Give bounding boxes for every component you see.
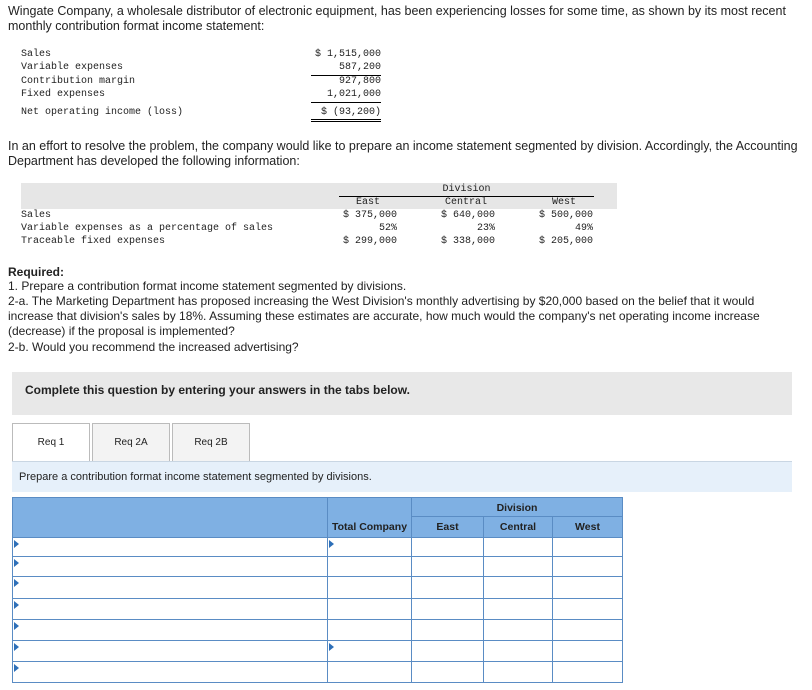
- division-value: $ 640,000: [440, 210, 495, 221]
- row-label-input[interactable]: [13, 662, 327, 682]
- row-label-input[interactable]: [13, 620, 327, 640]
- dropdown-arrow-icon: [14, 579, 19, 587]
- effort-text: In an effort to resolve the problem, the company would like to prepare an income statement segmented by division. Accordingly, the Accounting Department has developed the following information:: [8, 139, 798, 168]
- row-label-input[interactable]: [13, 558, 327, 577]
- central-input[interactable]: [484, 558, 552, 577]
- complete-prompt-box: [12, 372, 792, 415]
- west-input[interactable]: [553, 662, 622, 682]
- central-cell[interactable]: [483, 661, 553, 683]
- division-value: $ 205,000: [538, 236, 593, 247]
- west-cell[interactable]: [552, 576, 623, 599]
- total-cell[interactable]: [327, 556, 412, 577]
- required-item-2b: 2-b. Would you recommend the increased advertising?: [8, 340, 299, 354]
- total-input[interactable]: [328, 599, 411, 619]
- instruction-text: Prepare a contribution format income statement segmented by divisions.: [19, 471, 372, 483]
- division-row-label: Variable expenses as a percentage of sales: [21, 223, 274, 234]
- east-input[interactable]: [412, 620, 483, 640]
- tab-req-1[interactable]: Req 1: [12, 423, 90, 461]
- statement-value: $ 1,515,000: [314, 49, 381, 60]
- total-input[interactable]: [328, 539, 411, 557]
- statement-label: Fixed expenses: [21, 89, 106, 100]
- statement-label: Variable expenses: [21, 62, 124, 73]
- statement-row-fixed: [21, 89, 381, 102]
- east-input[interactable]: [412, 641, 483, 661]
- grid-header-label-col: [12, 497, 328, 538]
- required-item-1: 1. Prepare a contribution format income statement segmented by divisions.: [8, 279, 407, 293]
- division-row-variable-pct: [21, 223, 617, 236]
- west-cell[interactable]: [552, 640, 623, 662]
- total-cell[interactable]: [327, 661, 412, 683]
- east-cell[interactable]: [411, 640, 484, 662]
- total-cell[interactable]: [327, 640, 412, 662]
- row-label-cell[interactable]: [12, 640, 328, 662]
- statement-row-sales: [21, 49, 381, 62]
- east-input[interactable]: [412, 539, 483, 557]
- dropdown-arrow-icon: [329, 643, 334, 651]
- west-input[interactable]: [553, 599, 622, 619]
- tab-req-2a[interactable]: Req 2A: [92, 423, 170, 461]
- row-label-cell[interactable]: [12, 556, 328, 577]
- west-input[interactable]: [553, 539, 622, 557]
- total-cell[interactable]: [327, 537, 412, 557]
- central-input[interactable]: [484, 577, 552, 598]
- central-cell[interactable]: [483, 576, 553, 599]
- division-row-fixed: [21, 236, 617, 249]
- west-cell[interactable]: [552, 598, 623, 620]
- east-input[interactable]: [412, 558, 483, 577]
- row-label-input[interactable]: [13, 641, 327, 661]
- division-row-sales: [21, 210, 617, 223]
- division-info-table: [21, 183, 617, 253]
- east-cell[interactable]: [411, 661, 484, 683]
- division-value: $ 338,000: [440, 236, 495, 247]
- dropdown-arrow-icon: [14, 559, 19, 567]
- division-col-east: East: [355, 197, 380, 208]
- division-value: $ 500,000: [538, 210, 593, 221]
- total-cell[interactable]: [327, 619, 412, 641]
- statement-label: Contribution margin: [21, 76, 136, 87]
- total-cell[interactable]: [327, 576, 412, 599]
- dropdown-arrow-icon: [329, 540, 334, 548]
- east-cell[interactable]: [411, 619, 484, 641]
- division-value: 49%: [574, 223, 593, 234]
- row-label-cell[interactable]: [12, 537, 328, 557]
- central-cell[interactable]: [483, 556, 553, 577]
- statement-value: 587,200: [338, 62, 381, 73]
- central-input[interactable]: [484, 662, 552, 682]
- dropdown-arrow-icon: [14, 540, 19, 548]
- division-value: $ 375,000: [342, 210, 397, 221]
- central-cell[interactable]: [483, 537, 553, 557]
- row-label-cell[interactable]: [12, 619, 328, 641]
- col-central: Central: [499, 521, 537, 533]
- central-input[interactable]: [484, 599, 552, 619]
- statement-row-variable: [21, 62, 381, 75]
- row-label-input[interactable]: [13, 539, 327, 557]
- east-cell[interactable]: [411, 598, 484, 620]
- east-cell[interactable]: [411, 556, 484, 577]
- division-header-label: Division: [496, 502, 538, 514]
- central-cell[interactable]: [483, 640, 553, 662]
- statement-label: Sales: [21, 49, 52, 60]
- central-cell[interactable]: [483, 619, 553, 641]
- instruction-bar: [12, 461, 792, 492]
- division-value: 52%: [378, 223, 397, 234]
- complete-prompt: Complete this question by entering your answers in the tabs below.: [25, 383, 410, 397]
- east-cell[interactable]: [411, 537, 484, 557]
- col-west: West: [575, 521, 600, 533]
- row-label-input[interactable]: [13, 577, 327, 598]
- west-cell[interactable]: [552, 537, 623, 557]
- central-input[interactable]: [484, 620, 552, 640]
- statement-row-contribution: [21, 76, 381, 89]
- dropdown-arrow-icon: [14, 601, 19, 609]
- west-cell[interactable]: [552, 619, 623, 641]
- division-group-header: Division: [442, 184, 491, 195]
- tab-req-2b[interactable]: Req 2B: [172, 423, 250, 461]
- division-value: $ 299,000: [342, 236, 397, 247]
- west-input[interactable]: [553, 641, 622, 661]
- east-input[interactable]: [412, 662, 483, 682]
- row-label-cell[interactable]: [12, 598, 328, 620]
- division-col-west: West: [551, 197, 576, 208]
- west-cell[interactable]: [552, 556, 623, 577]
- row-label-cell[interactable]: [12, 576, 328, 599]
- total-input[interactable]: [328, 577, 411, 598]
- col-east: East: [436, 521, 459, 533]
- west-cell[interactable]: [552, 661, 623, 683]
- statement-value: 1,021,000: [326, 89, 381, 100]
- dropdown-arrow-icon: [14, 622, 19, 630]
- total-input[interactable]: [328, 620, 411, 640]
- dropdown-arrow-icon: [14, 643, 19, 651]
- row-label-input[interactable]: [13, 599, 327, 619]
- statement-label: Net operating income (loss): [21, 107, 184, 118]
- required-item-2a: 2-a. The Marketing Department has proposed increasing the West Division's monthly advertising by $20,000 based on the belief that it would increase that division's sales by 18%. Assuming these estimates are accurate, how much would the company's net operating income increase (decrease) if the proposal is implemented?: [8, 294, 760, 338]
- total-input[interactable]: [328, 558, 411, 577]
- division-row-label: Sales: [21, 210, 52, 221]
- dropdown-arrow-icon: [14, 664, 19, 672]
- col-total-company: Total Company: [331, 521, 408, 533]
- central-input[interactable]: [484, 539, 552, 557]
- east-input[interactable]: [412, 577, 483, 598]
- row-label-cell[interactable]: [12, 661, 328, 683]
- statement-value: 927,800: [338, 76, 381, 87]
- central-cell[interactable]: [483, 598, 553, 620]
- req-tabs: [12, 423, 252, 461]
- total-cell[interactable]: [327, 598, 412, 620]
- west-input[interactable]: [553, 620, 622, 640]
- total-input[interactable]: [328, 662, 411, 682]
- central-input[interactable]: [484, 641, 552, 661]
- required-heading: Required:: [8, 265, 65, 279]
- east-input[interactable]: [412, 599, 483, 619]
- division-row-label: Traceable fixed expenses: [21, 236, 166, 247]
- west-input[interactable]: [553, 577, 622, 598]
- statement-value: $ (93,200): [320, 107, 381, 118]
- east-cell[interactable]: [411, 576, 484, 599]
- total-input[interactable]: [328, 641, 411, 661]
- intro-text: Wingate Company, a wholesale distributor of electronic equipment, has been experiencing losses for some time, as shown by its most recent monthly contribution format income statement:: [8, 4, 786, 33]
- division-col-central: Central: [444, 197, 487, 208]
- division-value: 23%: [476, 223, 495, 234]
- west-input[interactable]: [553, 558, 622, 577]
